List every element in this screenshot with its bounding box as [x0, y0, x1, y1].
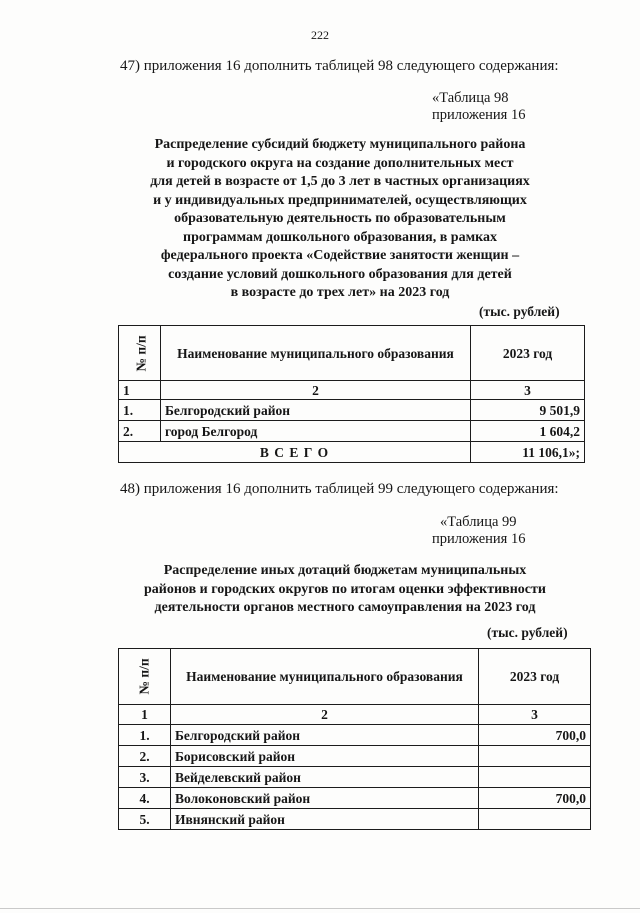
table99-row-name: Белгородский район [171, 725, 479, 746]
table98-caption-line1: «Таблица 98 [432, 90, 509, 106]
table-row [119, 725, 591, 746]
table98-header-row [119, 326, 585, 381]
table99-row-num: 2. [119, 746, 171, 767]
table99-caption [432, 514, 526, 548]
table99-colnum-2: 2 [171, 705, 479, 725]
table-row [119, 421, 585, 442]
table99-row-value [479, 767, 591, 788]
table98-title-line: в возрасте до трех лет» на 2023 год [230, 285, 450, 300]
table99-row-name: Ивнянский район [171, 809, 479, 830]
table98-total-value: 11 106,1»; [471, 442, 585, 463]
table98 [118, 325, 585, 463]
table99-units: (тыс. рублей) [487, 625, 568, 640]
table99-row-value: 700,0 [479, 725, 591, 746]
table98-row-value: 1 604,2 [471, 421, 585, 442]
table99-row-num: 1. [119, 725, 171, 746]
table98-caption-line2: приложения 16 [432, 107, 526, 123]
table98-title-line: Распределение субсидий бюджету муниципального района [154, 137, 526, 152]
table99-row-name: Борисовский район [171, 746, 479, 767]
table98-row-name: город Белгород [161, 421, 471, 442]
table98-title-line: программам дошкольного образования, в рамках [183, 229, 497, 245]
table99-colnum-1: 1 [119, 705, 171, 725]
table98-title-line: и у индивидуальных предпринимателей, осуществляющих [153, 192, 527, 208]
table99-row-num: 3. [119, 767, 171, 788]
table-row [119, 746, 591, 767]
table98-title-line: создание условий дошкольного образования для детей [168, 266, 512, 282]
table98-caption [432, 90, 525, 124]
table99-row-name: Волоконовский район [171, 788, 479, 809]
table99-header-num: № п/п [119, 649, 171, 705]
table98-row-name: Белгородский район [161, 400, 471, 421]
table99-row-num: 5. [119, 809, 171, 830]
table99-title [105, 562, 585, 618]
table99-colnum-row [119, 705, 591, 725]
table99-title-line: Распределение иных дотаций бюджетам муниципальных [163, 563, 527, 578]
table98-colnum-2: 2 [161, 381, 471, 400]
table99-colnum-3: 3 [479, 705, 591, 725]
table-row [119, 788, 591, 809]
table99-caption-line1: «Таблица 99 [440, 514, 517, 530]
table98-total-row [119, 442, 585, 463]
item-48-text: 48) приложения 16 дополнить таблицей 99 следующего содержания: [120, 481, 559, 497]
table98-units: (тыс. рублей) [479, 304, 560, 319]
table98-colnum-3: 3 [471, 381, 585, 400]
table-row [119, 767, 591, 788]
table99-row-name: Вейделевский район [171, 767, 479, 788]
table99-row-value [479, 746, 591, 767]
table98-header-num: № п/п [119, 326, 161, 381]
table99-row-num: 4. [119, 788, 171, 809]
table98-title [100, 136, 580, 303]
table-row [119, 809, 591, 830]
table99-header-name: Наименование муниципального образования [171, 649, 479, 705]
table98-row-num: 1. [119, 400, 161, 421]
table99-title-line: деятельности органов местного самоуправления на 2023 год [154, 600, 536, 615]
page-number: 222 [311, 28, 329, 42]
table99-row-value [479, 809, 591, 830]
table99-header-row [119, 649, 591, 705]
table98-header-name: Наименование муниципального образования [161, 326, 471, 381]
table99-row-value: 700,0 [479, 788, 591, 809]
table98-colnum-row [119, 381, 585, 400]
table98-colnum-1: 1 [119, 381, 161, 400]
table98-title-line: для детей в возрасте от 1,5 до 3 лет в частных организациях [150, 174, 530, 189]
table98-total-label: В С Е Г О [119, 442, 471, 463]
table98-title-line: федерального проекта «Содействие занятости женщин – [160, 248, 520, 263]
scan-edge-divider [0, 908, 640, 909]
table98-row-num: 2. [119, 421, 161, 442]
table99-caption-line2: приложения 16 [432, 531, 526, 547]
table98-row-value: 9 501,9 [471, 400, 585, 421]
table99-header-year: 2023 год [479, 649, 591, 705]
table98-title-line: и городского округа на создание дополнительных мест [166, 155, 514, 171]
table-row [119, 400, 585, 421]
table99-title-line: районов и городских округов по итогам оценки эффективности [144, 581, 546, 597]
table98-header-year: 2023 год [471, 326, 585, 381]
item-47-text: 47) приложения 16 дополнить таблицей 98 следующего содержания: [120, 58, 559, 74]
table98-title-line: образовательную деятельность по образовательным [174, 211, 506, 226]
table99 [118, 648, 591, 830]
